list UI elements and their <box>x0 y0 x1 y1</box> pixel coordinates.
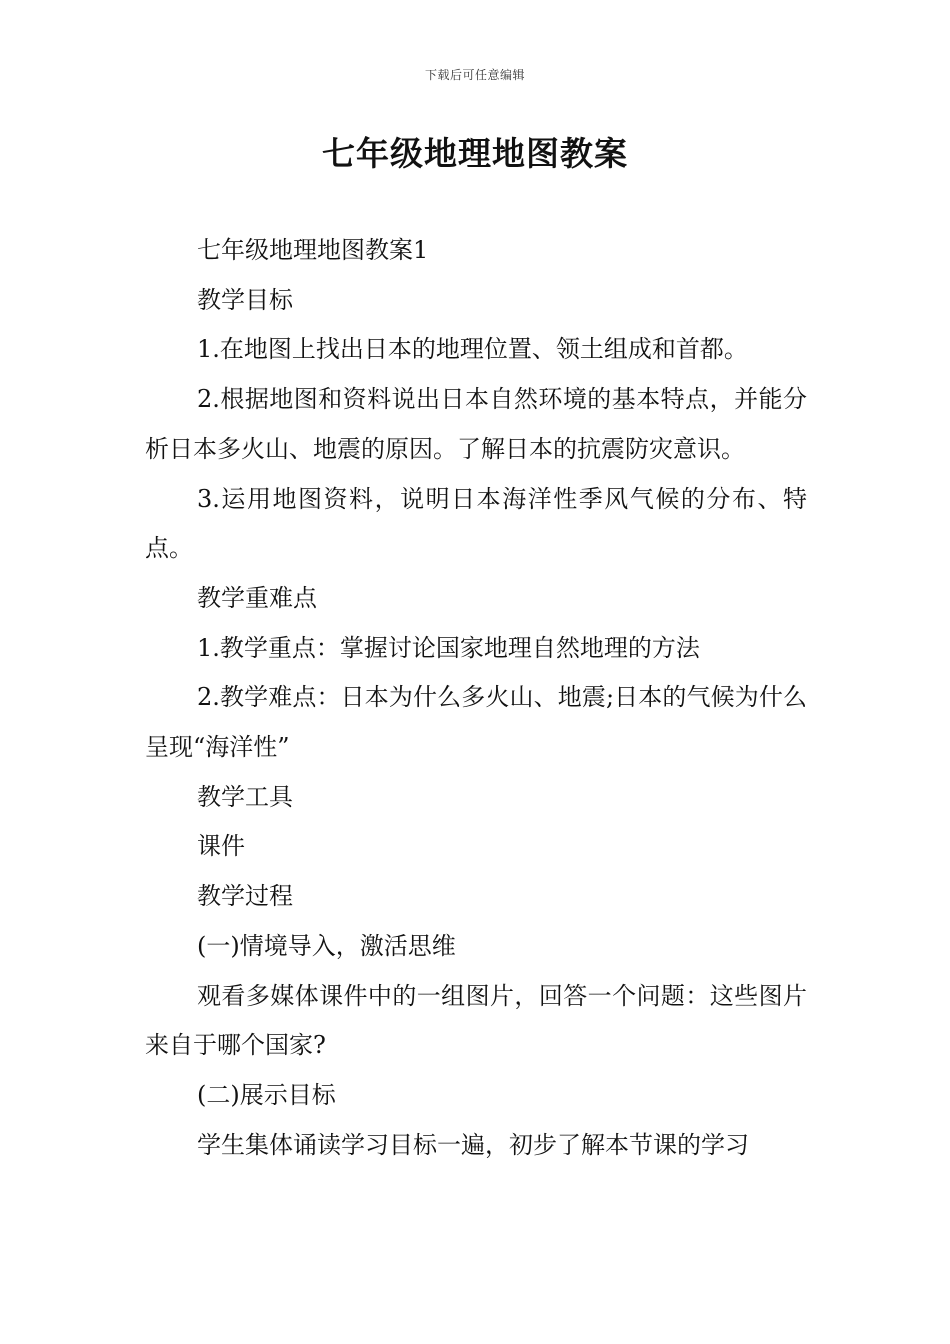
paragraph-step-1-heading: (一)情境导入，激活思维 <box>197 931 456 960</box>
header-note: 下载后可任意编辑 <box>424 68 525 82</box>
paragraph-goal-1: 1.在地图上找出日本的地理位置、领土组成和首都。 <box>197 335 748 364</box>
paragraph-teaching-goals-heading: 教学目标 <box>197 285 293 314</box>
paragraph-step-2-text: 学生集体诵读学习目标一遍，初步了解本节课的学习 <box>197 1130 749 1159</box>
paragraph-step-1-text: 观看多媒体课件中的一组图片，回答一个问题：这些图片来自于哪个国家? <box>145 981 807 1060</box>
document-body <box>145 226 807 1170</box>
document-title: 七年级地理地图教案 <box>322 134 628 173</box>
paragraph-tools-heading: 教学工具 <box>197 782 293 811</box>
paragraph-process-heading: 教学过程 <box>197 882 293 911</box>
paragraph-tools: 课件 <box>197 832 245 861</box>
paragraph-difficult-point: 2.教学难点：日本为什么多火山、地震;日本的气候为什么呈现“海洋性” <box>145 683 807 762</box>
paragraph-key-points-heading: 教学重难点 <box>197 583 317 612</box>
paragraph-step-2-heading: (二)展示目标 <box>197 1080 336 1109</box>
paragraph-goal-3: 3.运用地图资料，说明日本海洋性季风气候的分布、特点。 <box>145 484 807 563</box>
paragraph-key-point: 1.教学重点：掌握讨论国家地理自然地理的方法 <box>197 633 700 662</box>
paragraph-section-heading: 七年级地理地图教案1 <box>197 236 429 264</box>
paragraph-goal-2: 2.根据地图和资料说出日本自然环境的基本特点，并能分析日本多火山、地震的原因。了解日本的抗震防灾意识。 <box>145 385 807 463</box>
